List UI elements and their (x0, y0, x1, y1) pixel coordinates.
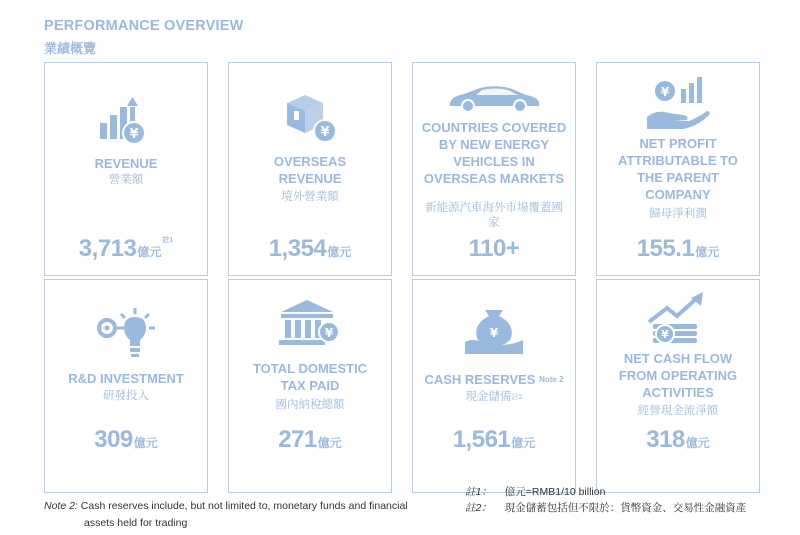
card-label-zh (417, 390, 571, 405)
note-ref: Note 2 (539, 375, 564, 384)
cash-reserves-label: CASH RESERVES (424, 372, 536, 387)
card-label-en: COUNTRIES COVERED BY NEW ENERGY VEHICLES IN OVERSEAS MARKETS (421, 120, 567, 186)
hand-coin-chart-icon (643, 73, 713, 138)
card-value (45, 426, 207, 454)
card-label-zh: 研發投入 (103, 390, 149, 402)
note-text-zh1: 億元=RMB1/10 billion (504, 486, 606, 498)
money-bag-hand-icon (463, 300, 525, 361)
card-value (597, 235, 759, 263)
value-unit: 億元 (511, 436, 536, 450)
card-value (45, 235, 207, 263)
note-text-line1: Cash reserves include, but not limited to, monetary funds and financial (80, 500, 408, 512)
value-unit: 億元 (133, 436, 158, 450)
svg-text:¥: ¥ (489, 326, 499, 340)
note-label-zh2: 註2： (465, 502, 492, 514)
value-unit: 億元 (685, 436, 710, 450)
value-note-ref: 註1 (162, 237, 174, 244)
card-revenue (44, 62, 208, 276)
card-label-en: REVENUE (94, 156, 158, 171)
value-unit: 億元 (317, 436, 342, 450)
svg-text:¥: ¥ (661, 328, 669, 341)
card-label-zh: 歸母淨利潤 (649, 208, 707, 220)
card-net-cash-flow (596, 279, 760, 493)
card-value (413, 426, 575, 454)
card-label-en (417, 371, 571, 388)
value-unit: 億元 (327, 245, 352, 259)
note-label-zh1: 註1： (465, 486, 492, 498)
card-label-zh: 經營現金流淨額 (637, 405, 719, 417)
card-label-zh: 營業額 (108, 174, 144, 186)
card-countries-covered (412, 62, 576, 276)
card-value (597, 426, 759, 454)
card-value (229, 426, 391, 454)
page-title-en: PERFORMANCE OVERVIEW (44, 18, 244, 34)
overseas-box-coin-icon (277, 89, 343, 152)
car-icon (446, 83, 542, 118)
card-cash-reserves (412, 279, 576, 493)
card-value (229, 235, 391, 263)
card-label-en: NET CASH FLOW FROM OPERATING ACTIVITIES (618, 351, 738, 400)
svg-text:¥: ¥ (324, 326, 334, 340)
card-label-zh: 境外營業額 (281, 191, 339, 203)
value-number: 155.1 (636, 235, 695, 262)
footnote-en (44, 500, 464, 512)
value-number: 1,354 (268, 235, 327, 262)
svg-text:¥: ¥ (660, 85, 670, 99)
card-value (413, 235, 575, 263)
footnote-en-cont (84, 517, 187, 529)
value-number: 110+ (468, 235, 520, 262)
value-number: 318 (646, 426, 685, 453)
footnote-zh-2 (465, 500, 746, 515)
card-net-profit (596, 62, 760, 276)
card-label-en: TOTAL DOMESTIC TAX PAID (252, 361, 368, 393)
note-text-line2: assets held for trading (84, 517, 188, 529)
card-overseas-revenue (228, 62, 392, 276)
card-label-en: OVERSEAS REVENUE (273, 154, 347, 186)
cash-reserves-label-zh: 現金儲備 (465, 391, 512, 403)
coins-arrow-icon (645, 290, 711, 349)
revenue-chart-coin-icon (94, 95, 158, 152)
svg-text:¥: ¥ (129, 127, 139, 142)
footnote-zh-1 (465, 484, 605, 499)
note-ref-zh: 註2 (511, 394, 523, 401)
page-title-zh: 業績概覽 (44, 41, 97, 56)
card-rd-investment (44, 279, 208, 493)
card-label-zh: 新能源汽車海外市場覆蓋國家 (425, 202, 563, 229)
note-text-zh2: 現金儲蓄包括但不限於：貨幣資金、交易性金融資產 (504, 502, 747, 514)
bank-coin-icon (277, 298, 343, 355)
value-number: 1,561 (452, 426, 511, 453)
note-label: Note 2: (44, 500, 78, 512)
lightbulb-gear-icon (91, 304, 161, 365)
card-label-en: R&D INVESTMENT (68, 371, 184, 386)
card-label-zh: 國內納稅總額 (275, 399, 345, 411)
card-domestic-tax (228, 279, 392, 493)
svg-text:¥: ¥ (320, 125, 330, 140)
value-unit: 億元 (695, 245, 720, 259)
value-number: 3,713 (78, 235, 137, 262)
value-number: 309 (94, 426, 133, 453)
value-number: 271 (278, 426, 317, 453)
card-label-en: NET PROFIT ATTRIBUTABLE TO THE PARENT COMPANY (618, 136, 738, 202)
value-unit: 億元 (137, 245, 162, 259)
